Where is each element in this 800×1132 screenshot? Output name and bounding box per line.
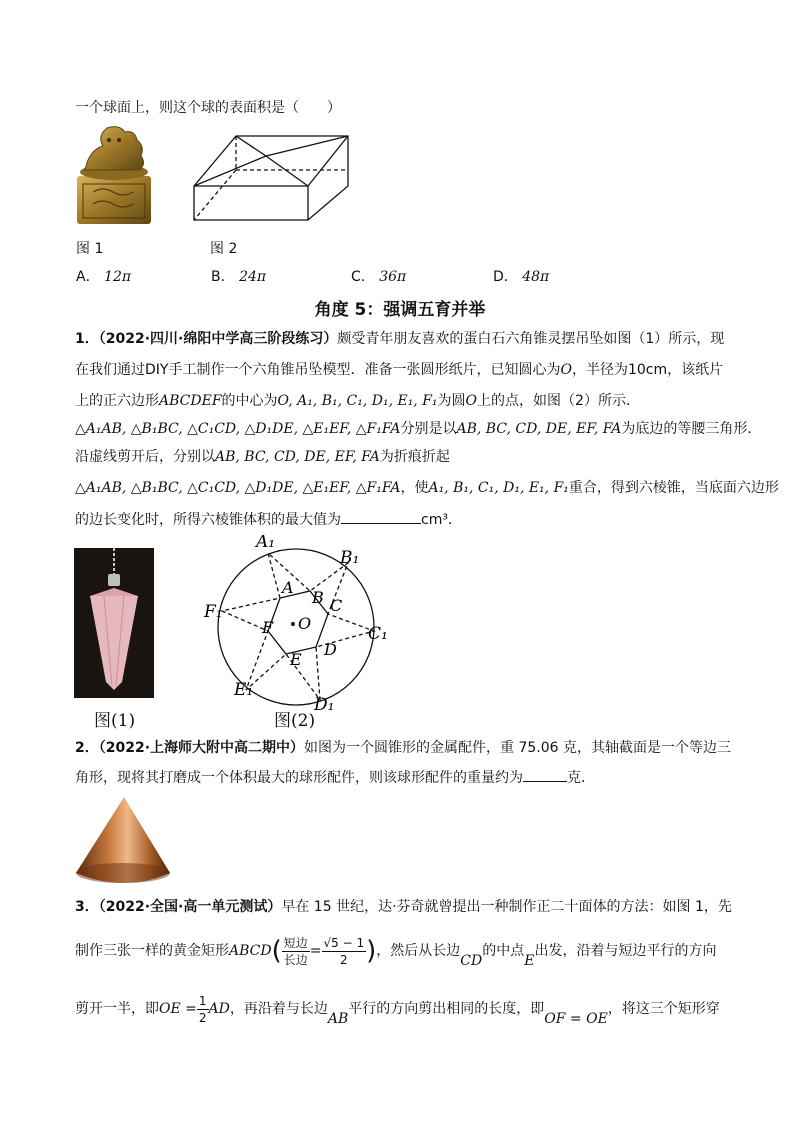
q1-line3: 上的正六边形ABCDEF的中心为O, A₁, B₁, C₁, D₁, E₁, F₁为圆O上的点，如图（2）所示．	[75, 393, 640, 409]
q2-line1: 2．（2022·上海师大附中高二期中）如图为一个圆锥形的金属配件，重 75.06 克，其轴截面是一个等边三	[75, 740, 732, 756]
q1-line7: 的边长变化时，所得六棱锥体积的最大值为 cm³．	[75, 509, 462, 530]
q1-line4: △A₁AB, △B₁BC, △C₁CD, △D₁DE, △E₁EF, △F₁FA分别是以AB, BC, CD, DE, EF, FA为底边的等腰三角形．	[75, 421, 762, 437]
label-B: B	[312, 588, 324, 607]
q1-line5: 沿虚线剪开后，分别以AB, BC, CD, DE, EF, FA为折痕折起	[75, 449, 450, 465]
label-C: C	[330, 596, 343, 615]
q1-line1: 1．（2022·四川·绵阳中学高三阶段练习）颇受青年朋友喜欢的蛋白石六角锥灵摆吊坠如图（1）所示，现	[75, 331, 725, 347]
q1-line6: △A₁AB, △B₁BC, △C₁CD, △D₁DE, △E₁EF, △F₁FA，使A₁, B₁, C₁, D₁, E₁, F₁重合，得到六棱锥，当底面六边形	[75, 480, 779, 496]
intro-text: 一个球面上，则这个球的表面积是（ ）	[75, 100, 341, 116]
q3-line3: 剪开一半，即OE = $\frac{1}{2}$ AD，再沿着与长边AB平行的方向剪出相同的长度，即OF = OE，将这三个矩形穿	[75, 993, 720, 1027]
q3-line2: 制作三张一样的黄金矩形ABCD( $\frac{\text{短边}}{\text{长边}}$ = $\frac{√5 - 1}{2}$ )，然后从长边CD的中点E出发，沿着与短边平行的方向	[75, 935, 717, 969]
label-A: A	[282, 578, 294, 597]
q1-line2: 在我们通过DIY手工制作一个六角锥吊坠模型．准备一张圆形纸片，已知圆心为O，半径为10cm，该纸片	[75, 362, 724, 378]
section-title: 角度 5：强调五育并举	[314, 300, 486, 320]
fig1-label: 图 1	[76, 241, 104, 257]
answer-blank[interactable]	[341, 509, 421, 524]
label-C1: C₁	[368, 624, 388, 644]
label-D1: D₁	[314, 695, 335, 715]
solid-figure	[190, 128, 356, 228]
label-E1: E₁	[234, 680, 254, 700]
answer-blank[interactable]	[523, 767, 567, 782]
pendulum-image	[74, 548, 154, 698]
q2-line2: 角形，现将其打磨成一个体积最大的球形配件，则该球形配件的重量约为 克．	[75, 767, 595, 788]
option-c: C． 36π	[351, 269, 407, 285]
label-F1: F₁	[204, 602, 223, 622]
label-B1: B₁	[340, 548, 360, 568]
figure2-caption: 图(2)	[274, 711, 316, 731]
label-E: E	[290, 650, 302, 669]
q3-line1: 3．（2022·全国·高一单元测试）早在 15 世纪，达·芬奇就曾提出一种制作正二十面体的方法：如图 1，先	[75, 899, 732, 915]
circle-hexagon-diagram	[200, 535, 400, 715]
cone-image	[72, 793, 172, 889]
fig2-label: 图 2	[210, 241, 238, 257]
label-D: D	[324, 640, 337, 659]
option-d: D． 48π	[493, 269, 550, 285]
figure1-caption: 图(1)	[94, 711, 136, 731]
option-b: B． 24π	[211, 269, 267, 285]
option-a: A． 12π	[76, 269, 132, 285]
seal-image	[73, 124, 155, 226]
label-F: F	[262, 618, 274, 637]
label-O: O	[298, 614, 312, 633]
label-A1: A₁	[256, 535, 276, 552]
